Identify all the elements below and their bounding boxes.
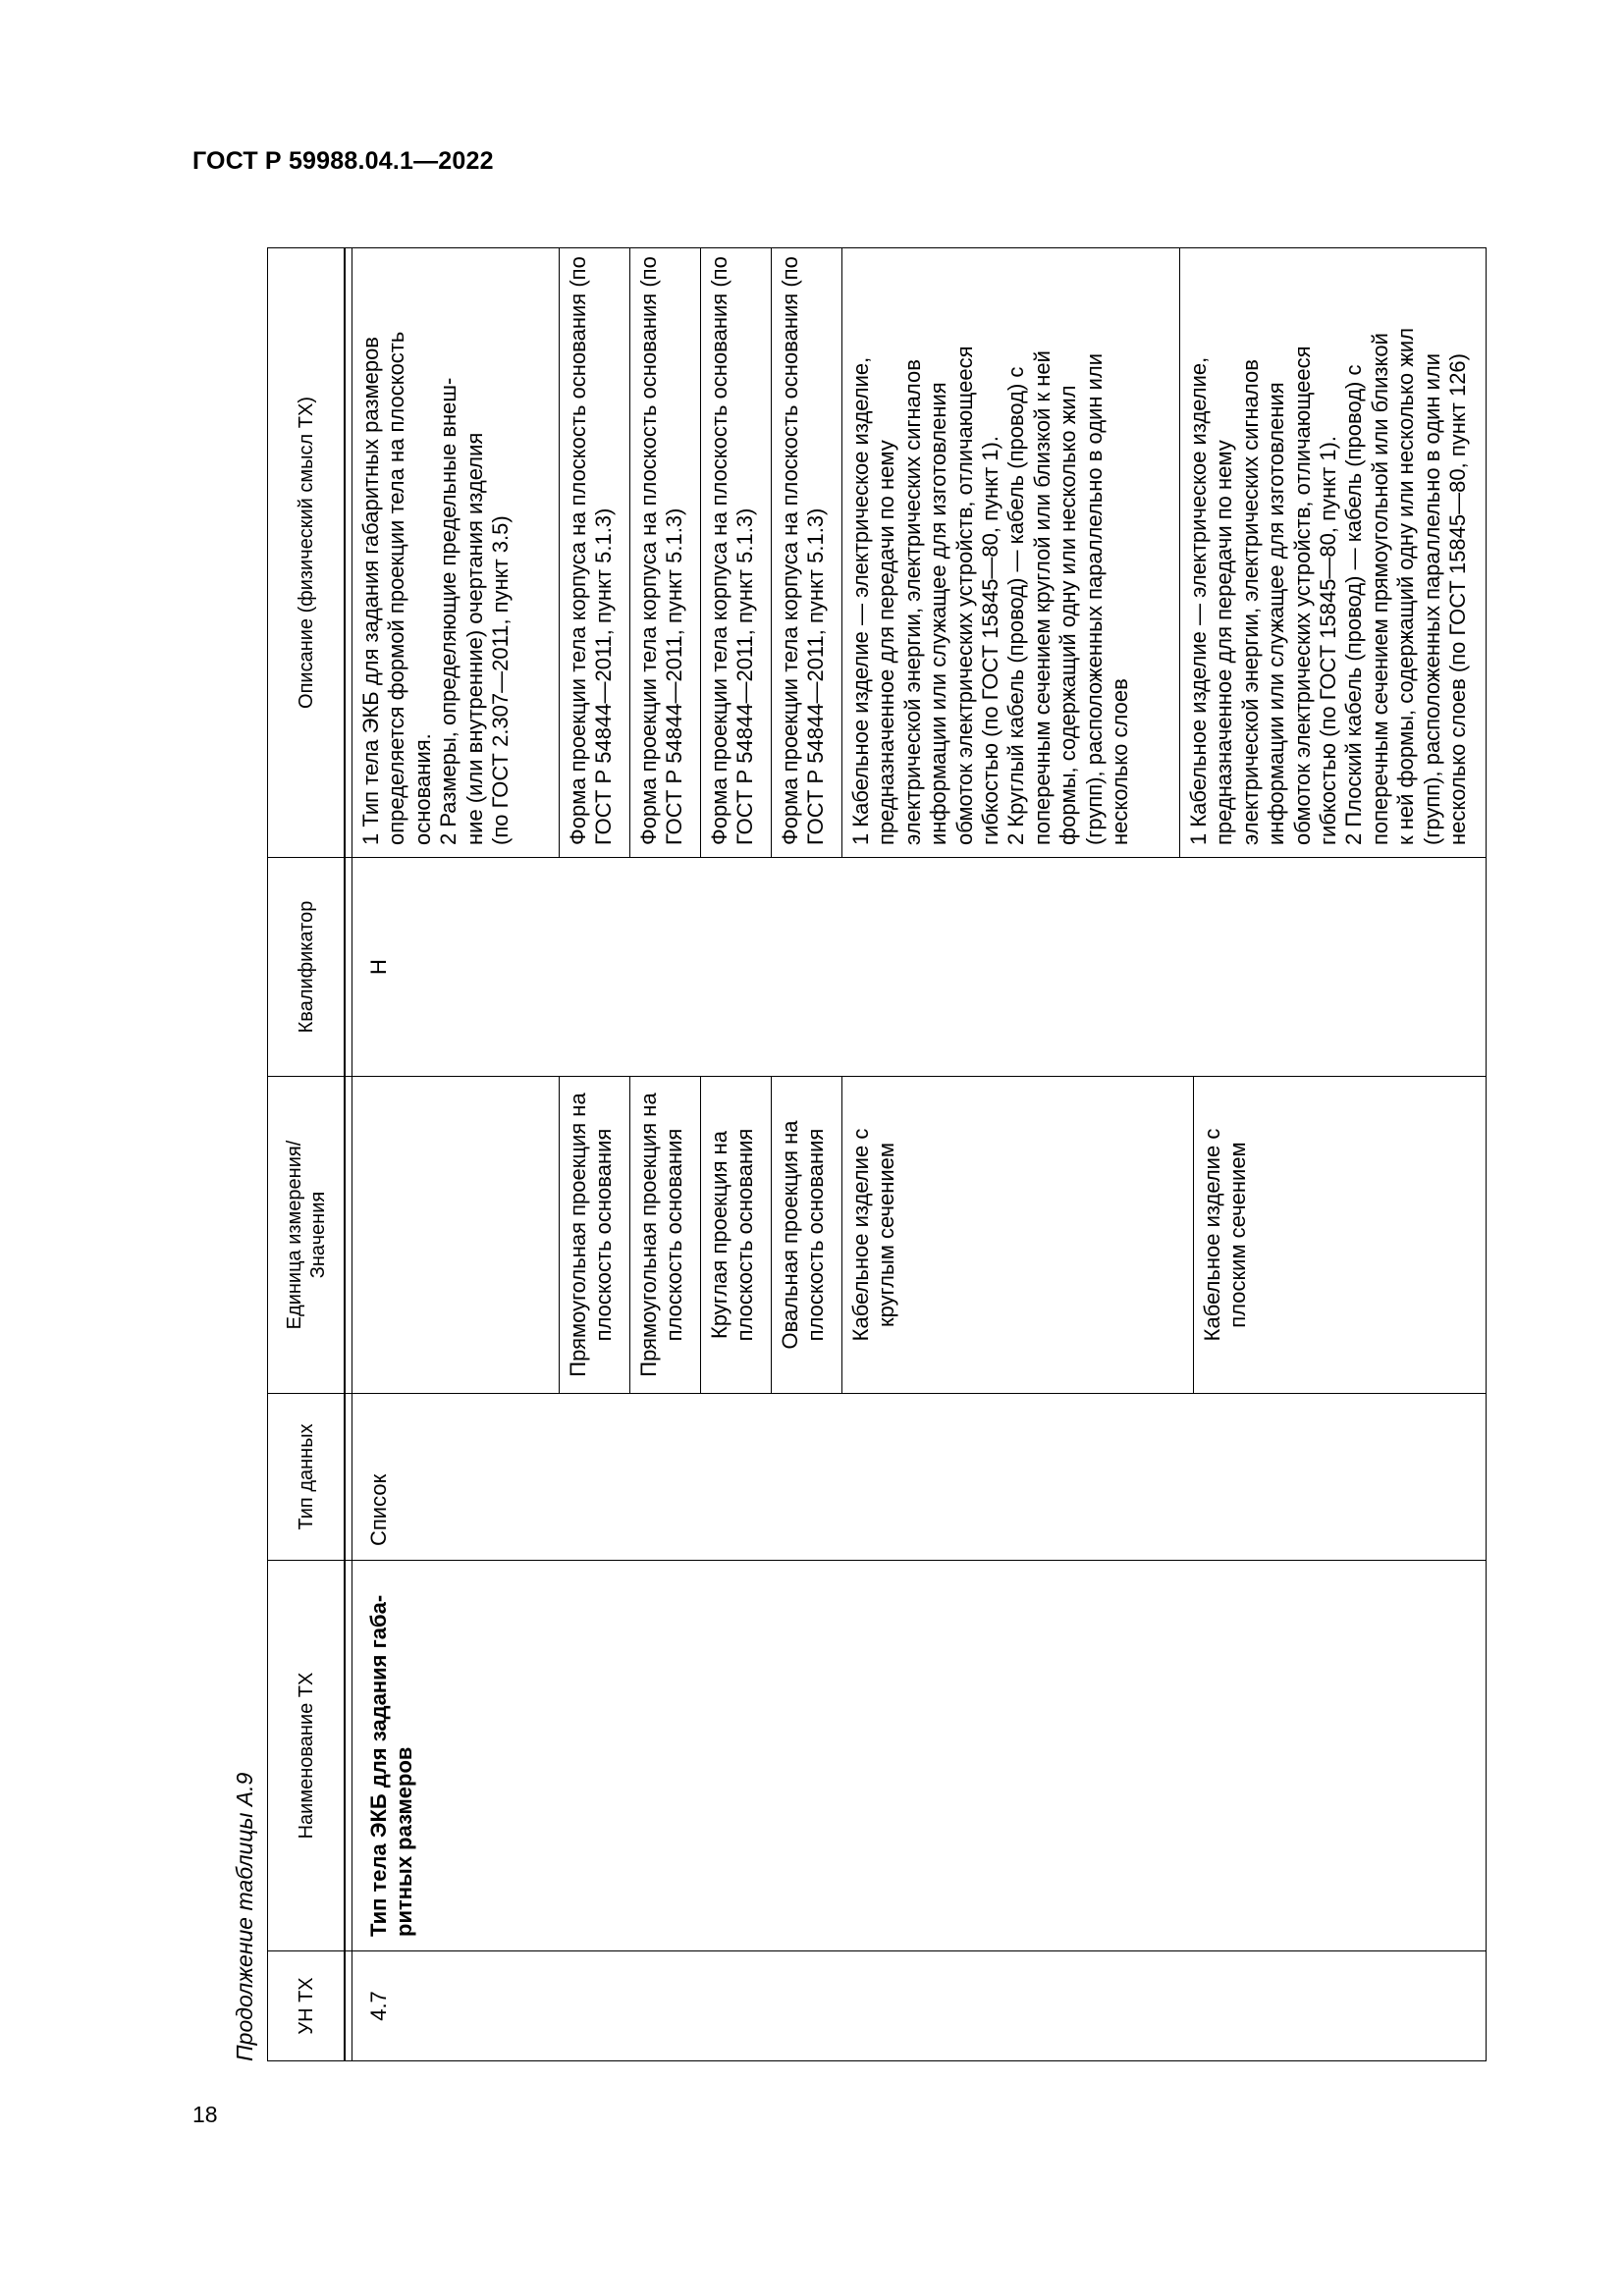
desc-value-2: Форма проекции тела корпуса на плоскость основания (по ГОСТ Р 54844—2011, пункт 5.1.3) bbox=[629, 248, 700, 857]
desc-main: 1 Тип тела ЭКБ для задания габаритных размеров определяется формой проекции тела на плоскость основания. 2 Размеры, определяющие предельные внеш- ние (или внутренние) очертания изделия (по ГОСТ 2.307—2011, пункт 3.5) bbox=[358, 331, 513, 845]
unit-value-1: Прямоугольная проекция на плоскость основания bbox=[559, 1077, 629, 1393]
header-qualifier: Квалификатор bbox=[268, 858, 346, 1077]
header-unit: Единица измерения/ Значения bbox=[268, 1077, 346, 1394]
row-name: Тип тела ЭКБ для задания габа- ритных размеров bbox=[352, 1561, 1487, 1951]
unit-value-6: Кабельное изделие с плоским сечением bbox=[1193, 1077, 1260, 1393]
unit-empty-block bbox=[352, 1077, 559, 1393]
header-type: Тип данных bbox=[268, 1394, 346, 1561]
rotated-table-area bbox=[232, 248, 1470, 2061]
unit-value-3: Круглая проекция на плоскость основания bbox=[700, 1077, 771, 1393]
unit-value-4: Овальная проекция на плоскость основания bbox=[771, 1077, 841, 1393]
desc-value-4: Форма проекции тела корпуса на плоскость основания (по ГОСТ Р 54844—2011, пункт 5.1.3) bbox=[771, 248, 841, 857]
desc-value-5: 1 Кабельное изделие — электрическое изделие, предназначенное для передачи по нему электрической энергии, электрических сигналов информации или служащее для изготовления обмоток электрических устройств, отличающееся гибкостью (по ГОСТ 15845—80, пункт 1). 2 Круглый кабель (провод) — кабель (провод) с поперечным сечением круглой или близкой к ней формы, содержащий одну или несколько жил (групп), расположенных параллельно в один или несколько слоев bbox=[841, 248, 1179, 857]
standard-header: ГОСТ Р 59988.04.1—2022 bbox=[192, 147, 494, 175]
row-num: 4.7 bbox=[352, 1951, 1487, 2061]
header-rule bbox=[345, 248, 352, 2061]
header-name: Наименование ТХ bbox=[268, 1561, 346, 1951]
table-caption: Продолжение таблицы А.9 bbox=[232, 1772, 257, 2061]
page-number: 18 bbox=[192, 2102, 218, 2127]
row-unit-column bbox=[352, 1077, 1487, 1394]
unit-value-2: Прямоугольная проекция на плоскость основания bbox=[629, 1077, 700, 1393]
row-desc-column bbox=[352, 248, 1487, 858]
characteristics-table bbox=[267, 247, 1487, 2061]
table-header-row bbox=[268, 248, 346, 2061]
row-type: Список bbox=[352, 1394, 1487, 1561]
header-desc: Описание (физический смысл ТХ) bbox=[268, 248, 346, 858]
desc-value-1: Форма проекции тела корпуса на плоскость основания (по ГОСТ Р 54844—2011, пункт 5.1.3) bbox=[559, 248, 629, 857]
header-num: УН ТХ bbox=[268, 1951, 346, 2061]
desc-value-3: Форма проекции тела корпуса на плоскость основания (по ГОСТ Р 54844—2011, пункт 5.1.3) bbox=[700, 248, 771, 857]
desc-value-6: 1 Кабельное изделие — электрическое изделие, предназначенное для передачи по нему электрической энергии, электрических сигналов информации или служащее для изготовления обмоток электрических устройств, отличающееся гибкостью (по ГОСТ 15845—80, пункт 1). 2 Плоский кабель (провод) — кабель (провод) с поперечным сечением прямоугольной или близкой к ней формы, содержащий одну или несколько жил (групп), расположенных параллельно в один или несколько слоев (по ГОСТ 15845—80, пункт 126) bbox=[1179, 248, 1479, 857]
row-qualifier: Н bbox=[352, 858, 1487, 1077]
table-row bbox=[352, 248, 1487, 2061]
unit-value-5: Кабельное изделие с круглым сечением bbox=[841, 1077, 1193, 1393]
